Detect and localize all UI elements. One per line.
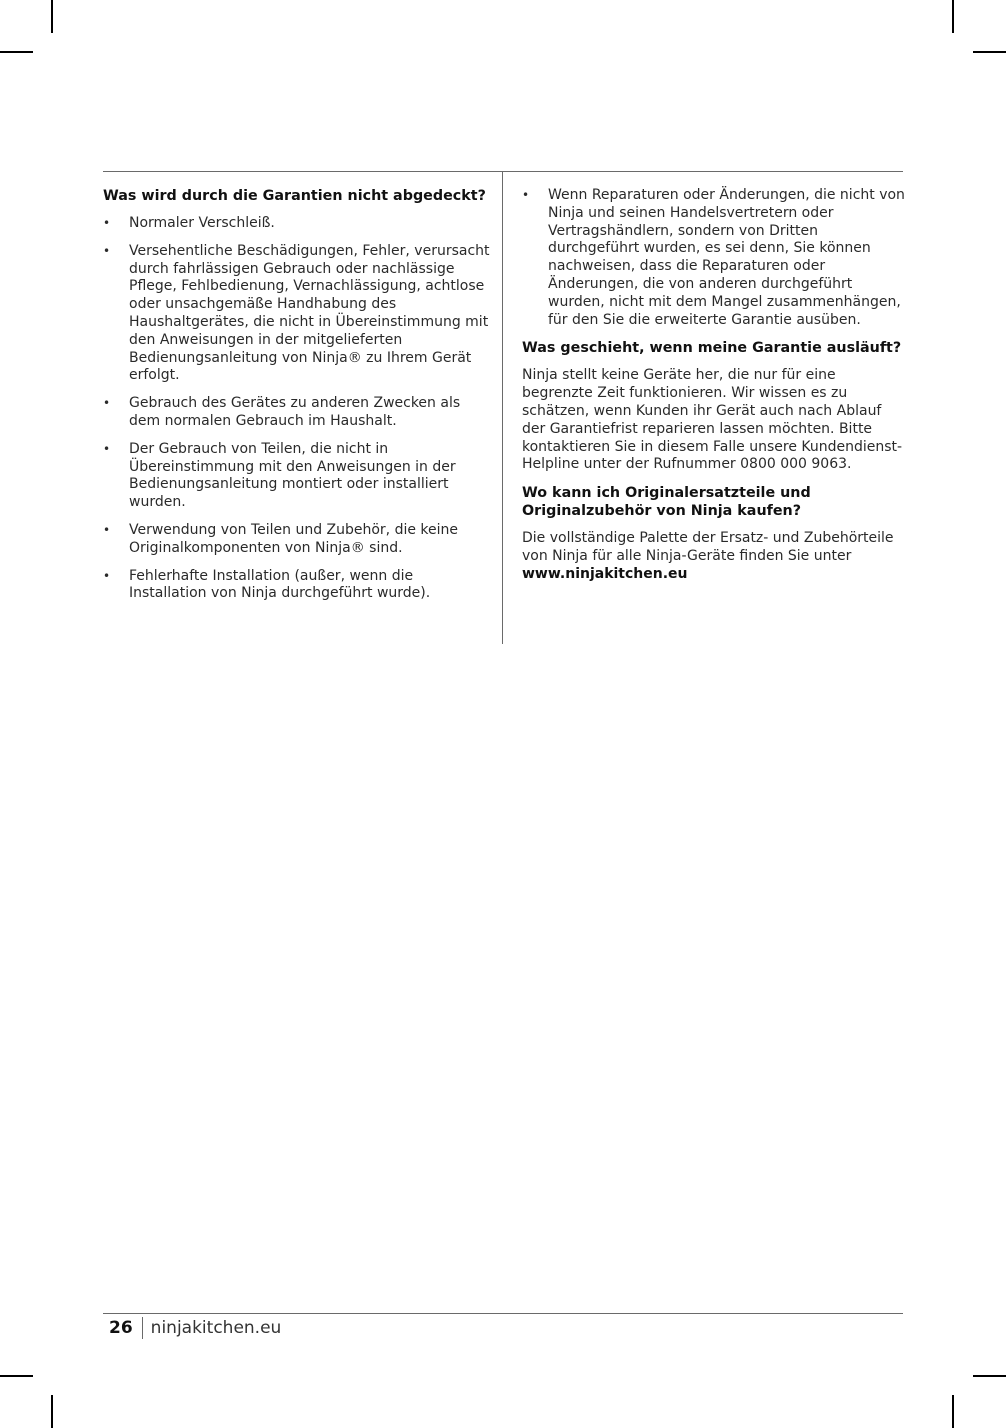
spare-parts-text: Die vollständige Palette der Ersatz- und Zubehörteile von Ninja für alle Ninja-Geräte finden Sie unter xyxy=(522,530,894,564)
crop-mark xyxy=(51,1395,53,1428)
bullet-icon: • xyxy=(103,216,111,230)
list-item-text: Gebrauch des Gerätes zu anderen Zwecken als dem normalen Gebrauch im Haushalt. xyxy=(129,395,461,429)
spare-parts-paragraph xyxy=(522,530,906,583)
list-item xyxy=(103,568,491,604)
list-item-text: Der Gebrauch von Teilen, die nicht in Übereinstimmung mit den Anweisungen in der Bedienungsanleitung montiert oder installiert wurden. xyxy=(129,440,456,511)
bullet-icon: • xyxy=(103,522,111,537)
bullet-icon: • xyxy=(103,441,111,456)
list-item-text: Wenn Reparaturen oder Änderungen, die nicht von Ninja und seinen Handelsvertretern oder Vertragshändlern, sondern von Dritten durchgeführt wurden, es sei denn, Sie können nachweisen, dass die Reparaturen oder Änderungen, die von anderen durchgeführt wurden, nicht mit dem Mangel zusammenhängen, für den Sie die erweiterte Garantie ausüben. xyxy=(548,187,905,328)
section-heading-not-covered: Was wird durch die Garantien nicht abgedeckt? xyxy=(103,188,486,204)
crop-mark xyxy=(973,1375,1006,1377)
warranty-expiry-text: Ninja stellt keine Geräte her, die nur für eine begrenzte Zeit funktionieren. Wir wissen es zu schätzen, wenn Kunden ihr Gerät auch nach Ablauf der Garantiefrist reparieren lassen möchten. Bitte kontaktieren Sie in diesem Falle unsere Kundendienst-Helpline unter der Rufnummer 0800 000 9063. xyxy=(522,367,903,473)
crop-mark xyxy=(0,51,33,53)
section-heading-spare-parts: Wo kann ich Originalersatzteile und Originalzubehör von Ninja kaufen? xyxy=(522,485,811,520)
column-divider xyxy=(502,171,503,644)
list-item-text: Versehentliche Beschädigungen, Fehler, verursacht durch fahrlässigen Gebrauch oder nachlässige Pflege, Fehlbedienung, Vernachlässigung, achtlose oder unsachgemäße Handhabung des Haushaltgerätes, die nicht in Übereinstimmung mit den Anweisungen in der mitgelieferten Bedienungsanleitung von Ninja® zu Ihrem Gerät erfolgt. xyxy=(129,242,490,384)
list-item xyxy=(103,395,491,431)
not-covered-list-continued xyxy=(522,187,906,329)
crop-mark xyxy=(51,0,53,33)
crop-mark xyxy=(952,0,954,33)
list-item xyxy=(103,243,491,385)
bullet-icon: • xyxy=(103,243,111,258)
list-item-text: Verwendung von Teilen und Zubehör, die keine Originalkomponenten von Ninja® sind. xyxy=(129,521,459,556)
crop-mark xyxy=(0,1375,33,1377)
bullet-icon: • xyxy=(103,568,111,583)
bullet-icon: • xyxy=(522,188,530,202)
right-column xyxy=(522,187,906,594)
list-item-text: Normaler Verschleiß. xyxy=(129,215,275,231)
section-heading-warranty-expiry: Was geschieht, wenn meine Garantie ausläuft? xyxy=(522,340,902,357)
list-item xyxy=(103,441,491,512)
crop-mark xyxy=(952,1395,954,1428)
list-item-text: Fehlerhafte Installation (außer, wenn die Installation von Ninja durchgeführt wurde). xyxy=(129,567,431,602)
top-rule xyxy=(103,171,903,172)
list-item xyxy=(103,215,491,233)
page-footer xyxy=(109,1317,281,1339)
page-number: 26 xyxy=(109,1318,133,1338)
not-covered-list xyxy=(103,215,491,603)
bullet-icon: • xyxy=(103,396,111,411)
website-link[interactable]: www.ninjakitchen.eu xyxy=(522,565,688,582)
footer-separator xyxy=(142,1317,143,1339)
left-column xyxy=(103,187,491,613)
crop-mark xyxy=(973,51,1006,53)
list-item xyxy=(103,522,491,558)
footer-rule xyxy=(103,1313,903,1314)
list-item xyxy=(522,187,906,329)
footer-site: ninjakitchen.eu xyxy=(150,1318,282,1338)
